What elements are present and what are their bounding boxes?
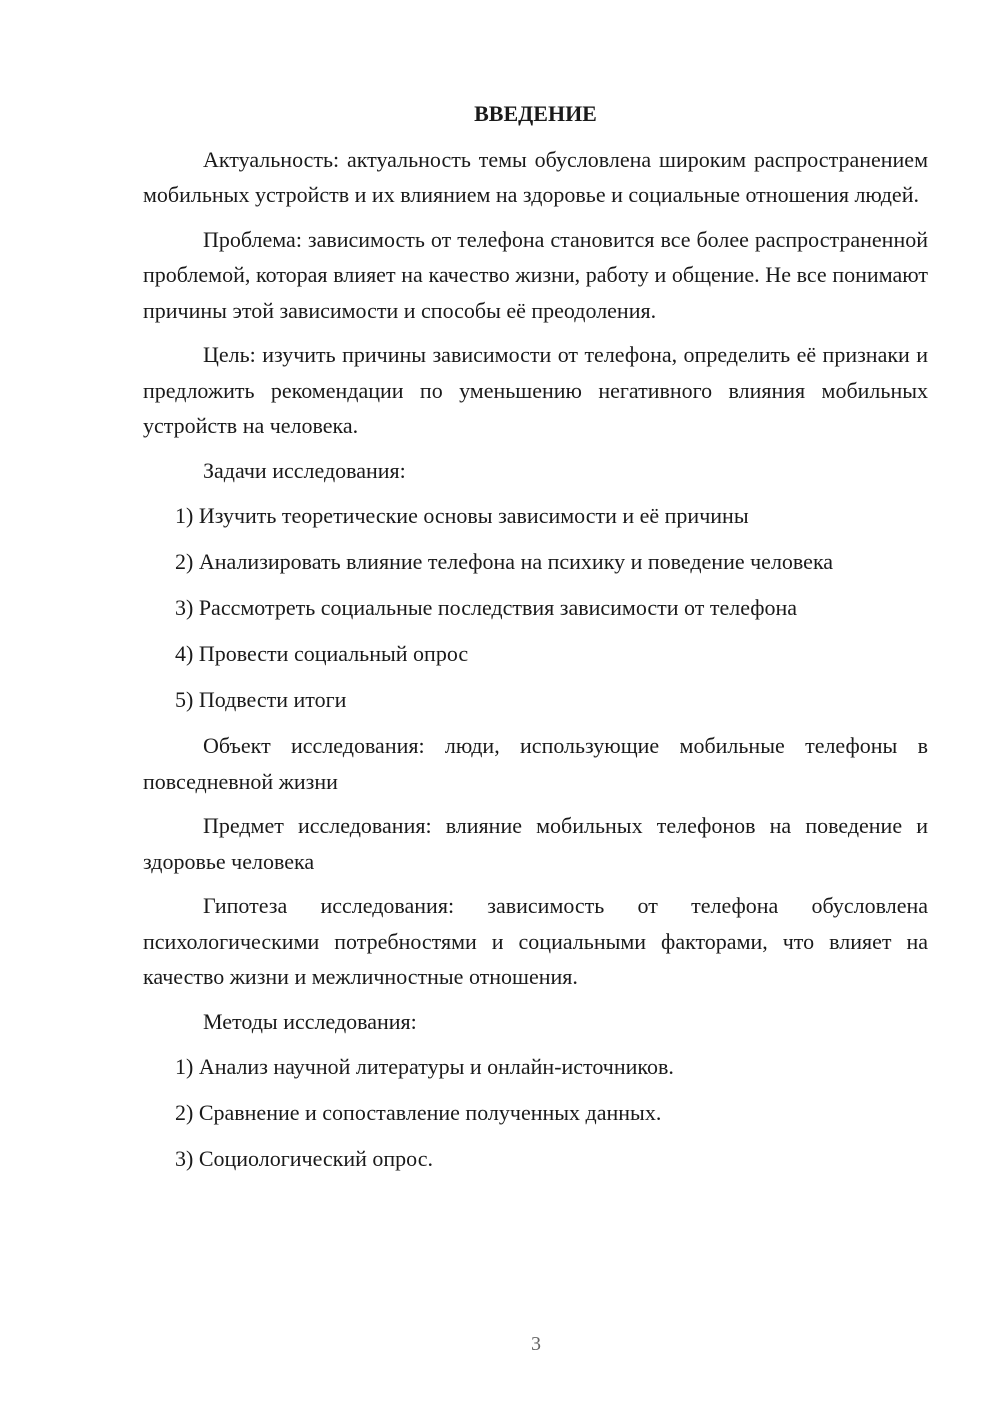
- paragraph-subject: Предмет исследования: влияние мобильных телефонов на поведение и здоровье человека: [143, 813, 928, 874]
- tasks-list: [143, 498, 928, 718]
- methods-list: [143, 1049, 928, 1177]
- page-number: 3: [531, 1333, 541, 1355]
- section-title: ВВЕДЕНИЕ: [474, 101, 597, 126]
- list-item: 2) Анализировать влияние телефона на психику и поведение человека: [175, 549, 834, 574]
- methods-heading: Методы исследования:: [203, 1008, 417, 1034]
- list-item: 1) Изучить теоретические основы зависимости и её причины: [175, 503, 749, 528]
- paragraph-hypothesis: Гипотеза исследования: зависимость от телефона обусловлена психологическими потребностями и социальными факторами, что влияет на качество жизни и межличностные отношения.: [143, 893, 928, 989]
- list-item: 4) Провести социальный опрос: [175, 641, 469, 666]
- tasks-heading: Задачи исследования:: [203, 457, 406, 483]
- list-item: 3) Социологический опрос.: [175, 1146, 433, 1171]
- document-page: [143, 96, 928, 1187]
- list-item: 5) Подвести итоги: [175, 687, 347, 712]
- list-item: 1) Анализ научной литературы и онлайн-источников.: [175, 1054, 674, 1079]
- paragraph-relevance: Актуальность: актуальность темы обусловлена широким распространением мобильных устройств и их влиянием на здоровье и социальные отношения людей.: [143, 146, 928, 207]
- paragraph-object: Объект исследования: люди, использующие мобильные телефоны в повседневной жизни: [143, 733, 928, 794]
- list-item: 2) Сравнение и сопоставление полученных данных.: [175, 1100, 662, 1125]
- list-item: 3) Рассмотреть социальные последствия зависимости от телефона: [175, 595, 798, 620]
- paragraph-problem: Проблема: зависимость от телефона становится все более распространенной проблемой, которая влияет на качество жизни, работу и общение. Не все понимают причины этой зависимости и способы её преодоления.: [143, 226, 928, 323]
- paragraph-goal: Цель: изучить причины зависимости от телефона, определить её признаки и предложить рекомендации по уменьшению негативного влияния мобильных устройств на человека.: [143, 342, 928, 438]
